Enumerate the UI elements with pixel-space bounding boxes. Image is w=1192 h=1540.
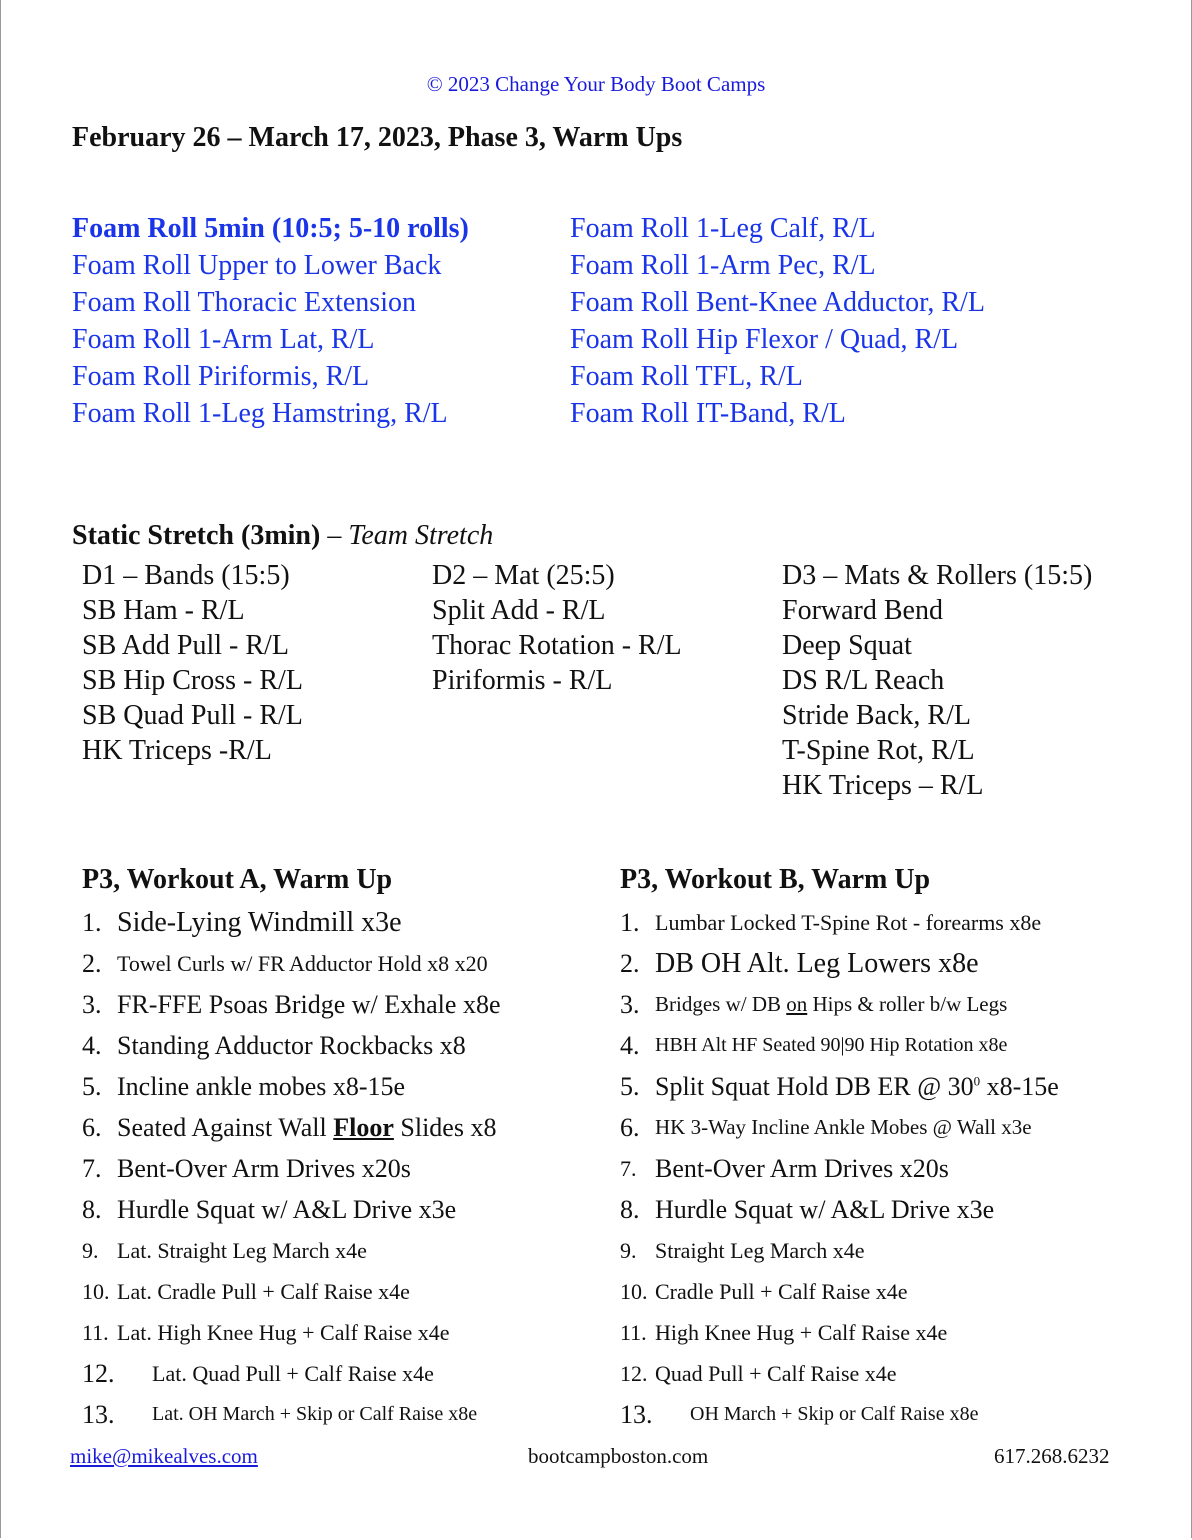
stretch-item: HK Triceps -R/L [82, 735, 272, 766]
item-text: Side-Lying Windmill x3e [117, 906, 402, 938]
item-number: 6. [620, 1112, 640, 1142]
item-text: Towel Curls w/ FR Adductor Hold x8 x20 [117, 950, 488, 976]
item-number: 7. [82, 1153, 102, 1183]
copyright-line: © 2023 Change Your Body Boot Camps [426, 72, 766, 96]
foam-roll-item: Foam Roll 1-Arm Pec, R/L [570, 250, 876, 281]
static-stretch-heading [72, 520, 493, 552]
item-number: 8. [620, 1194, 640, 1224]
item-number: 2. [82, 948, 102, 978]
foam-roll-item: Foam Roll Piriformis, R/L [72, 361, 370, 392]
item-text-tail: x8-15e [980, 1071, 1059, 1101]
item-number: 11. [620, 1319, 647, 1345]
foam-roll-item: Foam Roll IT-Band, R/L [570, 398, 846, 429]
list-item [82, 1025, 501, 1066]
item-text: HK 3-Way Incline Ankle Mobes @ Wall x3e [655, 1115, 1032, 1139]
item-text-head: Seated Against Wall [117, 1112, 334, 1142]
item-text: Straight Leg March x4e [655, 1237, 865, 1263]
item-number: 12. [82, 1358, 115, 1388]
stretch-item: DS R/L Reach [782, 665, 945, 696]
item-number: 4. [620, 1030, 640, 1060]
stretch-item: Forward Bend [782, 595, 943, 626]
item-number: 2. [620, 948, 640, 978]
item-text: Lat. High Knee Hug + Calf Raise x4e [117, 1319, 450, 1345]
list-item [620, 1312, 1059, 1353]
item-text: Bent-Over Arm Drives x20s [117, 1153, 411, 1183]
list-item [620, 1066, 1059, 1107]
item-number: 13. [82, 1399, 115, 1429]
foam-roll-item: Foam Roll TFL, R/L [570, 361, 803, 392]
stretch-item: Thorac Rotation - R/L [432, 630, 682, 661]
item-text-tail: Hips & roller b/w Legs [807, 992, 1008, 1016]
item-text: Cradle Pull + Calf Raise x4e [655, 1278, 908, 1304]
item-text [117, 1113, 496, 1143]
stretch-item: HK Triceps – R/L [782, 770, 984, 801]
list-item [82, 984, 501, 1025]
list-item [620, 1107, 1059, 1148]
item-text: Bent-Over Arm Drives x20s [655, 1153, 949, 1183]
item-text: Incline ankle mobes x8-15e [117, 1071, 406, 1101]
page-title: February 26 – March 17, 2023, Phase 3, Warm Ups [72, 122, 683, 153]
static-stretch-heading-bold: Static Stretch (3min) [72, 520, 321, 551]
item-text-emphasis: Floor [333, 1112, 394, 1142]
item-text [655, 992, 1007, 1017]
foam-roll-item: Foam Roll 1-Leg Calf, R/L [570, 213, 876, 244]
list-item [620, 1394, 1059, 1435]
static-stretch-heading-italic: Team Stretch [348, 520, 494, 551]
list-item [82, 1271, 501, 1312]
item-text: FR-FFE Psoas Bridge w/ Exhale x8e [117, 989, 501, 1019]
item-text: DB OH Alt. Leg Lowers x8e [655, 947, 979, 979]
footer-phone: 617.268.6232 [994, 1444, 1110, 1468]
foam-roll-item: Foam Roll 1-Leg Hamstring, R/L [72, 398, 448, 429]
stretch-item: T-Spine Rot, R/L [782, 735, 975, 766]
list-item [82, 1148, 501, 1189]
item-text: Lat. OH March + Skip or Calf Raise x8e [152, 1403, 478, 1425]
list-item [82, 1312, 501, 1353]
workout-a-list [82, 902, 501, 1435]
item-text: OH March + Skip or Calf Raise x8e [690, 1403, 979, 1425]
item-text-emphasis: on [786, 992, 808, 1016]
item-text: Lat. Cradle Pull + Calf Raise x4e [117, 1278, 410, 1304]
stretch-item: SB Ham - R/L [82, 595, 245, 626]
item-number: 1. [82, 907, 102, 937]
item-number: 10. [620, 1278, 648, 1304]
list-item [620, 1189, 1059, 1230]
foam-roll-item: Foam Roll 1-Arm Lat, R/L [72, 324, 375, 355]
list-item [620, 1025, 1059, 1066]
list-item [620, 1148, 1059, 1189]
item-number: 13. [620, 1399, 653, 1429]
footer-website: bootcampboston.com [528, 1444, 709, 1468]
item-number: 5. [82, 1071, 102, 1101]
item-text: High Knee Hug + Calf Raise x4e [655, 1319, 948, 1345]
foam-roll-item: Foam Roll Hip Flexor / Quad, R/L [570, 324, 959, 355]
item-text: Hurdle Squat w/ A&L Drive x3e [655, 1194, 995, 1224]
stretch-item: D1 – Bands (15:5) [82, 560, 290, 591]
list-item [620, 943, 1059, 984]
item-number: 3. [620, 989, 640, 1019]
list-item [82, 1066, 501, 1107]
foam-roll-item: Foam Roll Bent-Knee Adductor, R/L [570, 287, 985, 318]
foam-roll-column-2 [570, 210, 985, 432]
item-text: Standing Adductor Rockbacks x8 [117, 1030, 466, 1060]
list-item [82, 943, 501, 984]
footer-email-link[interactable]: mike@mikealves.com [70, 1444, 258, 1468]
stretch-item: SB Quad Pull - R/L [82, 700, 303, 731]
item-text: Lat. Straight Leg March x4e [117, 1237, 367, 1263]
item-number: 11. [82, 1319, 109, 1345]
item-text [655, 1072, 1059, 1102]
stretch-item: Split Add - R/L [432, 595, 606, 626]
item-text-head: Split Squat Hold DB ER @ 30 [655, 1071, 974, 1101]
stretch-item: D2 – Mat (25:5) [432, 560, 615, 591]
list-item [82, 1230, 501, 1271]
item-number: 7. [620, 1155, 637, 1181]
stretch-column-d1 [82, 558, 303, 768]
list-item [82, 1189, 501, 1230]
item-text: HBH Alt HF Seated 90|90 Hip Rotation x8e [655, 1034, 1008, 1056]
item-text: Lat. Quad Pull + Calf Raise x4e [152, 1360, 434, 1386]
item-text: Hurdle Squat w/ A&L Drive x3e [117, 1194, 457, 1224]
workout-b-list [620, 902, 1059, 1435]
list-item [620, 1230, 1059, 1271]
list-item [620, 1353, 1059, 1394]
stretch-column-d3 [782, 558, 1092, 803]
stretch-item: Stride Back, R/L [782, 700, 971, 731]
list-item [620, 902, 1059, 943]
workout-a-heading: P3, Workout A, Warm Up [82, 864, 393, 895]
item-text-tail: Slides x8 [393, 1112, 497, 1142]
foam-roll-item: Foam Roll 5min (10:5; 5-10 rolls) [72, 213, 469, 244]
stretch-item: Piriformis - R/L [432, 665, 613, 696]
item-number: 5. [620, 1071, 640, 1101]
stretch-item: D3 – Mats & Rollers (15:5) [782, 560, 1093, 591]
foam-roll-item: Foam Roll Thoracic Extension [72, 287, 416, 318]
item-number: 10. [82, 1278, 110, 1304]
item-number: 6. [82, 1112, 102, 1142]
item-number: 1. [620, 907, 640, 937]
stretch-column-d2 [432, 558, 682, 698]
item-number: 4. [82, 1030, 102, 1060]
item-number: 8. [82, 1194, 102, 1224]
list-item [82, 1394, 501, 1435]
foam-roll-column-1 [72, 210, 469, 432]
workout-b-heading: P3, Workout B, Warm Up [620, 864, 931, 895]
stretch-item: SB Hip Cross - R/L [82, 665, 303, 696]
stretch-item: SB Add Pull - R/L [82, 630, 289, 661]
item-text: Quad Pull + Calf Raise x4e [655, 1360, 897, 1386]
foam-roll-item: Foam Roll Upper to Lower Back [72, 250, 442, 281]
item-text: Lumbar Locked T-Spine Rot - forearms x8e [655, 909, 1042, 935]
list-item [82, 902, 501, 943]
degree-superscript: 0 [973, 1072, 981, 1088]
item-number: 3. [82, 989, 102, 1019]
stretch-item: Deep Squat [782, 630, 912, 661]
list-item [82, 1353, 501, 1394]
item-number: 9. [82, 1237, 99, 1263]
item-number: 9. [620, 1237, 637, 1263]
item-text-head: Bridges w/ DB [655, 992, 787, 1016]
list-item [620, 1271, 1059, 1312]
list-item [82, 1107, 501, 1148]
list-item [620, 984, 1059, 1025]
item-number: 12. [620, 1360, 648, 1386]
static-stretch-heading-dash: – [320, 520, 349, 551]
